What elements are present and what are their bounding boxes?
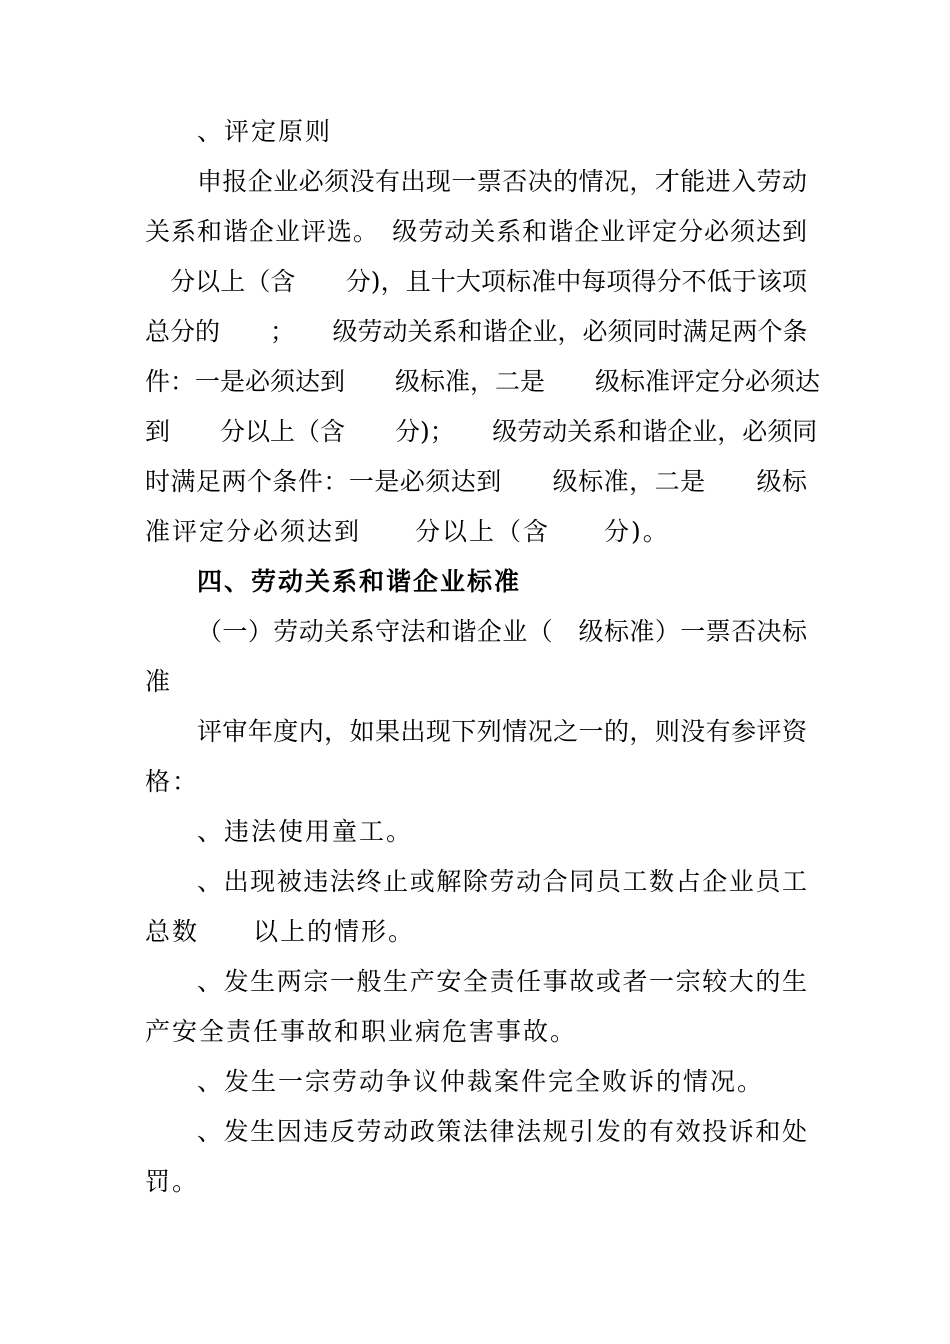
list-item-continued: 总数 以上的情形。	[145, 917, 416, 946]
paragraph-line: 时满足两个条件：一是必须达到 级标准，二是 级标	[145, 467, 807, 496]
paragraph-line: 件：一是必须达到 级标准，二是 级标准评定分必须达	[145, 367, 821, 396]
paragraph-line: 总分的 ； 级劳动关系和谐企业，必须同时满足两个条	[145, 317, 808, 346]
sub-heading: （一）劳动关系守法和谐企业（ 级标准）一票否决标	[197, 617, 807, 646]
paragraph-line: 分以上（含 分)，且十大项标准中每项得分不低于该项	[145, 267, 807, 296]
list-item-continued: 产安全责任事故和职业病危害事故。	[145, 1017, 578, 1046]
list-item: 、发生两宗一般生产安全责任事故或者一宗较大的生	[197, 967, 807, 996]
list-item: 、发生因违反劳动政策法律法规引发的有效投诉和处	[197, 1117, 807, 1146]
section-heading-standards: 四、劳动关系和谐企业标准	[197, 567, 522, 596]
intro-paragraph: 评审年度内，如果出现下列情况之一的，则没有参评资	[197, 717, 807, 746]
section-title-evaluation-principles: 、评定原则	[197, 117, 333, 146]
intro-paragraph-continued: 格：	[145, 767, 200, 796]
list-item: 、违法使用童工。	[197, 817, 414, 846]
paragraph-line: 到 分以上（含 分)； 级劳动关系和谐企业，必须同	[145, 417, 818, 446]
paragraph-line: 准评定分必须达到 分以上（含 分)。	[145, 517, 670, 546]
paragraph-line: 关系和谐企业评选。 级劳动关系和谐企业评定分必须达到	[145, 217, 807, 246]
sub-heading-continued: 准	[145, 667, 173, 696]
list-item-continued: 罚。	[145, 1167, 200, 1196]
paragraph-line: 申报企业必须没有出现一票否决的情况，才能进入劳动	[197, 167, 807, 196]
list-item: 、出现被违法终止或解除劳动合同员工数占企业员工	[197, 867, 807, 896]
list-item: 、发生一宗劳动争议仲裁案件完全败诉的情况。	[197, 1067, 765, 1096]
